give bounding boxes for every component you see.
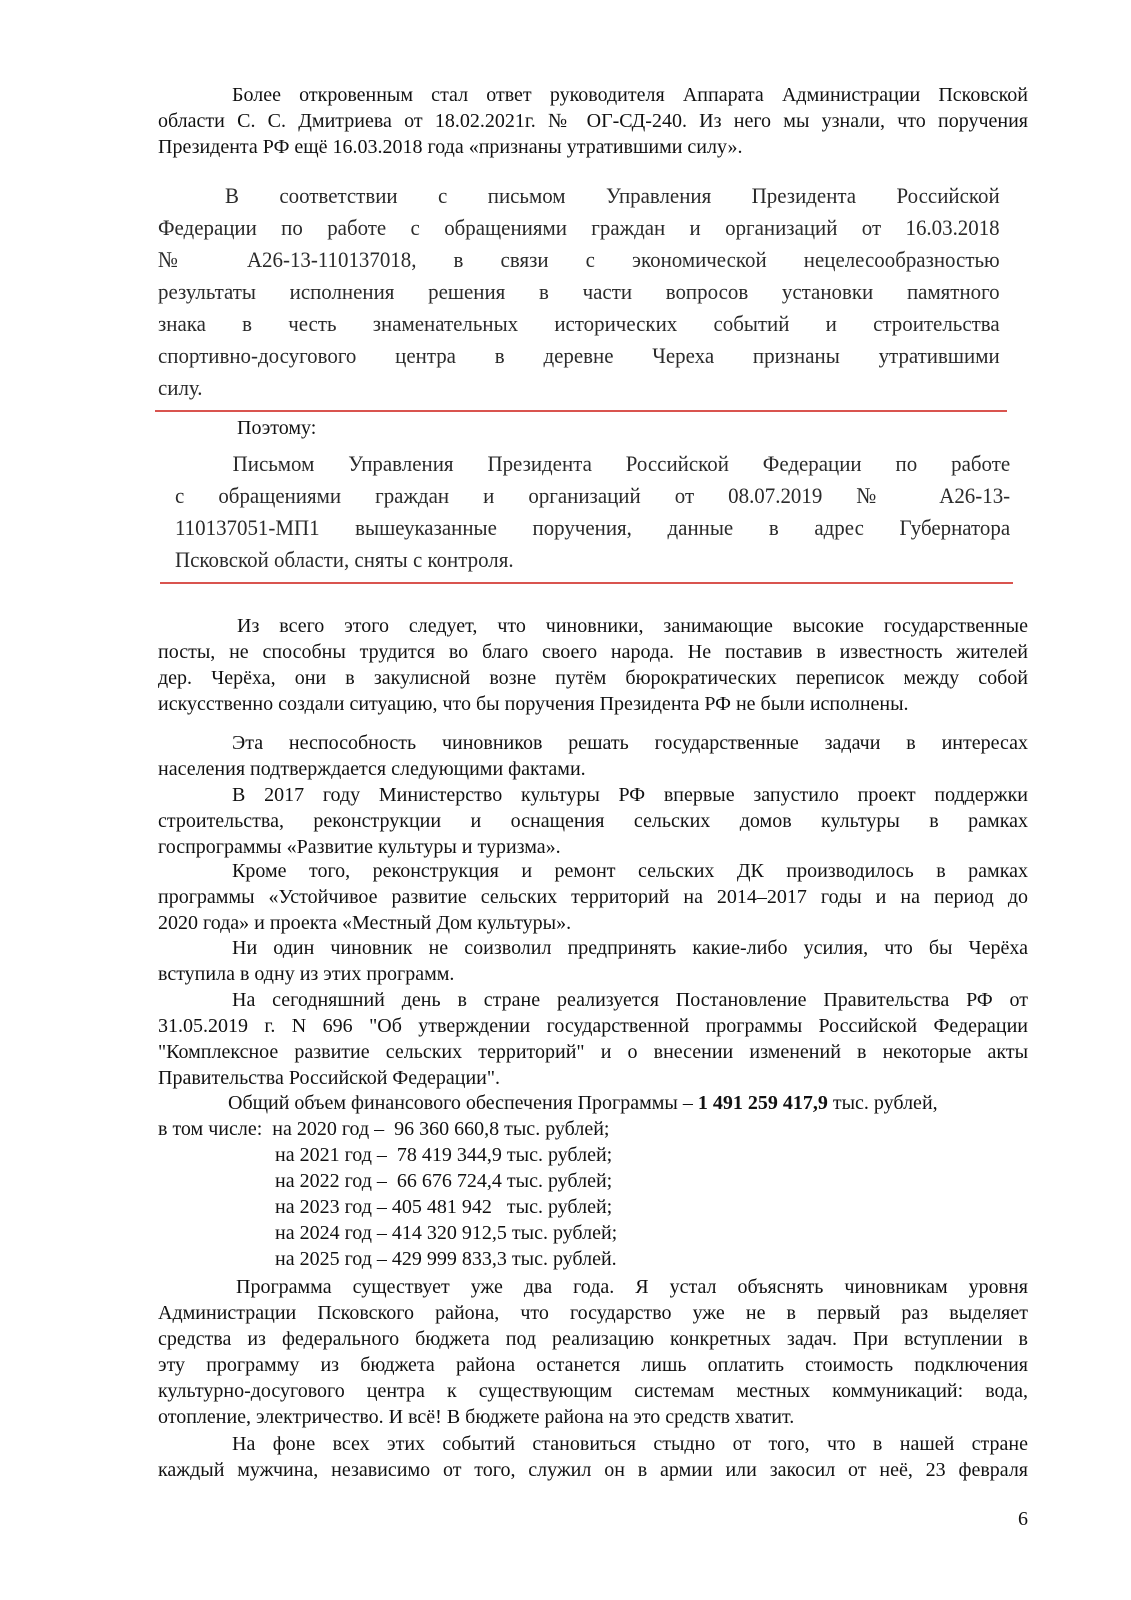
text-line: Из всего этого следует, что чиновники, занимающие высокие государственные: [237, 615, 1028, 637]
text-line: В соответствии с письмом Управления Президента Российской: [224, 183, 1000, 208]
text-line: На сегодняшний день в стране реализуется Постановление Правительства РФ от: [232, 989, 1028, 1011]
text-line: культурно-досугового центра к существующим системам местных коммуникаций: вода,: [158, 1380, 1028, 1402]
text-line: эту программу из бюджета района останется лишь оплатить стоимость подключения: [158, 1354, 1028, 1376]
funding-year-line: на 2024 год – 414 320 912,5 тыс. рублей;: [275, 1222, 618, 1244]
funding-line-2020: в том числе: на 2020 год – 96 360 660,8 тыс. рублей;: [158, 1118, 610, 1140]
text-line: знака в честь знаменательных исторических событий и строительства: [158, 311, 1000, 336]
funding-year-line: на 2025 год – 429 999 833,3 тыс. рублей.: [275, 1248, 617, 1270]
red-underline: [160, 582, 1013, 584]
paragraph-p3: [158, 613, 1028, 717]
paragraph-p4: [158, 730, 1028, 782]
funding-year-line: на 2021 год – 78 419 344,9 тыс. рублей;: [275, 1144, 613, 1166]
quoted-letter-quote2: [175, 448, 1010, 576]
text-line: программы «Устойчивое развитие сельских территорий на 2014–2017 годы и на период до: [158, 886, 1028, 908]
funding-year-line: на 2022 год – 66 676 724,4 тыс. рублей;: [275, 1170, 613, 1192]
text-line: 110137051-МП1 вышеуказанные поручения, данные в адрес Губернатора: [175, 515, 1011, 540]
page-number: 6: [1018, 1508, 1028, 1530]
text-line: Кроме того, реконструкция и ремонт сельских ДК производилось в рамках: [232, 860, 1028, 882]
text-line: дер. Черёха, они в закулисной возне путём бюрократических переписок между собой: [158, 667, 1028, 689]
text-line: вступила в одну из этих программ.: [158, 963, 455, 985]
text-line: каждый мужчина, независимо от того, служил он в армии или закосил от неё, 23 февраля: [158, 1459, 1028, 1481]
text-line: Письмом Управления Президента Российской Федерации по работе: [232, 451, 1011, 476]
text-line: "Комплексное развитие сельских территорий" и о внесении изменений в некоторые акты: [158, 1041, 1028, 1063]
text-line: На фоне всех этих событий становиться стыдно от того, что в нашей стране: [232, 1433, 1028, 1455]
paragraph-p11: [158, 1431, 1028, 1483]
text-line: Поэтому:: [237, 417, 317, 439]
text-line: госпрограммы «Развитие культуры и туризма».: [158, 836, 561, 858]
text-line: В 2017 году Министерство культуры РФ впервые запустило проект поддержки: [232, 784, 1028, 806]
text-line: Федерации по работе с обращениями граждан и организаций от 16.03.2018: [158, 215, 1000, 240]
text-line: результаты исполнения решения в части вопросов установки памятного: [158, 279, 1000, 304]
text-line: спортивно-досугового центра в деревне Череха признаны утратившими: [158, 343, 1000, 368]
text-line: Администрации Псковского района, что государство уже не в первый раз выделяет: [158, 1302, 1028, 1324]
text-line: 2020 года» и проекта «Местный Дом культуры».: [158, 912, 572, 934]
funding-year-list: [158, 1142, 1028, 1272]
text-line: № А26-13-110137018, в связи с экономической нецелесообразностью: [158, 247, 1000, 272]
text-line: Псковской области, сняты с контроля.: [175, 547, 514, 572]
text-line: Эта неспособность чиновников решать государственные задачи в интересах: [232, 732, 1028, 754]
text-line: Ни один чиновник не соизволил предпринять какие-либо усилия, что бы Черёха: [232, 937, 1028, 959]
paragraph-p1: [158, 82, 1028, 160]
text-line: с обращениями граждан и организаций от 08.07.2019 № А26-13-: [175, 483, 1011, 508]
paragraph-poetomu: [237, 415, 537, 441]
text-line: Программа существует уже два года. Я устал объяснять чиновникам уровня: [236, 1276, 1028, 1298]
paragraph-p10: [158, 1274, 1028, 1430]
text-line: Президента РФ ещё 16.03.2018 года «признаны утратившими силу».: [158, 136, 743, 158]
funding-total: 1 491 259 417,9: [697, 1092, 828, 1114]
text-line: строительства, реконструкции и оснащения сельских домов культуры в рамках: [158, 810, 1028, 832]
red-underline: [155, 410, 1007, 412]
funding-intro: Общий объем финансового обеспечения Программы –: [228, 1092, 698, 1114]
quoted-letter-quote1: [158, 180, 1000, 404]
text-line: 31.05.2019 г. N 696 "Об утверждении государственной программы Российской Федерации: [158, 1015, 1028, 1037]
paragraph-p7: [158, 935, 1028, 987]
paragraph-p5: [158, 782, 1028, 860]
paragraph-p8: [158, 987, 1028, 1091]
text-line: населения подтверждается следующими фактами.: [158, 758, 586, 780]
funding-year-line: на 2023 год – 405 481 942 тыс. рублей;: [275, 1196, 613, 1218]
text-line: средства из федерального бюджета под реализацию конкретных задач. При вступлении в: [158, 1328, 1028, 1350]
text-line: Правительства Российской Федерации".: [158, 1067, 501, 1089]
text-line: силу.: [158, 375, 203, 400]
text-line: посты, не способны трудится во благо своего народа. Не поставив в известность жителей: [158, 641, 1028, 663]
text-line: искусственно создали ситуацию, что бы поручения Президента РФ не были исполнены.: [158, 693, 909, 715]
text-line: отопление, электричество. И всё! В бюджете района на это средств хватит.: [158, 1406, 795, 1428]
text-line: области С. С. Дмитриева от 18.02.2021г. № ОГ-СД-240. Из него мы узнали, что поручения: [158, 110, 1028, 132]
funding-paragraph: [158, 1090, 1028, 1272]
paragraph-p6: [158, 858, 1028, 936]
text-line: Более откровенным стал ответ руководителя Аппарата Администрации Псковской: [232, 84, 1028, 106]
funding-intro-end: тыс. рублей,: [827, 1092, 938, 1114]
